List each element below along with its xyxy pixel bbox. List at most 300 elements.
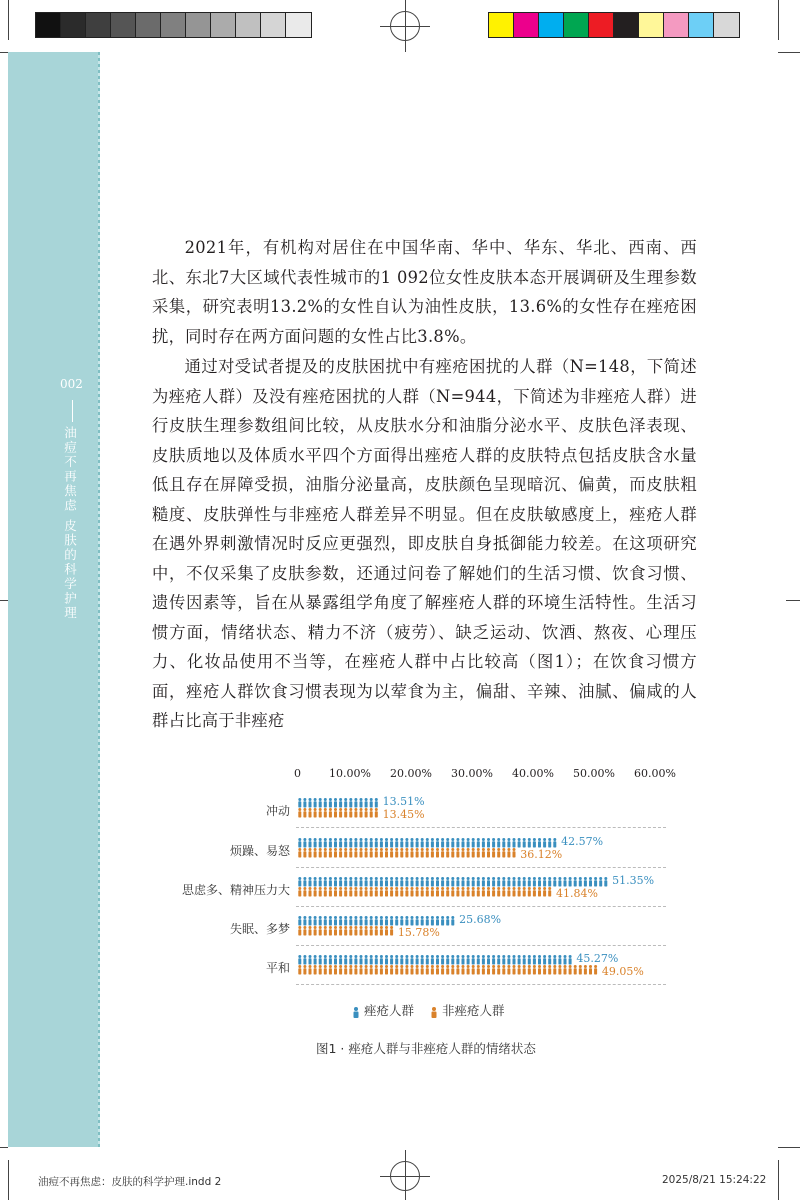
category-label: 平和 bbox=[265, 961, 290, 975]
person-icon bbox=[395, 965, 398, 975]
person-icon bbox=[400, 848, 403, 858]
person-icon bbox=[390, 955, 393, 965]
person-icon bbox=[370, 926, 373, 936]
person-icon bbox=[365, 926, 368, 936]
person-icon bbox=[482, 955, 485, 965]
person-icon bbox=[584, 877, 587, 887]
caption-text: 图1 · 痤疮人群与非痤疮人群的情绪状态 bbox=[316, 1041, 536, 1056]
person-icon bbox=[548, 955, 551, 965]
person-icon bbox=[462, 887, 465, 897]
person-icon bbox=[375, 848, 378, 858]
person-icon bbox=[380, 848, 383, 858]
person-icon bbox=[436, 955, 439, 965]
person-icon bbox=[467, 955, 470, 965]
person-icon bbox=[446, 838, 449, 848]
person-icon bbox=[339, 916, 342, 926]
data-label: 51.35% bbox=[612, 874, 655, 887]
person-icon bbox=[400, 955, 403, 965]
person-icon bbox=[421, 965, 424, 975]
person-icon bbox=[334, 916, 337, 926]
person-icon bbox=[365, 965, 368, 975]
person-icon bbox=[339, 887, 342, 897]
person-icon bbox=[344, 955, 347, 965]
person-icon bbox=[329, 877, 332, 887]
person-icon bbox=[477, 965, 480, 975]
person-icon bbox=[518, 965, 521, 975]
person-icon bbox=[360, 848, 363, 858]
person-icon bbox=[298, 848, 301, 858]
person-icon bbox=[329, 916, 332, 926]
person-icon bbox=[513, 955, 516, 965]
person-icon bbox=[502, 877, 505, 887]
person-icon bbox=[360, 808, 363, 818]
person-icon bbox=[497, 887, 500, 897]
chart-legend bbox=[352, 1001, 504, 1019]
person-icon bbox=[441, 916, 444, 926]
person-icon bbox=[436, 916, 439, 926]
bar-non-acne bbox=[298, 926, 393, 936]
person-icon bbox=[497, 877, 500, 887]
person-icon bbox=[344, 848, 347, 858]
person-icon bbox=[462, 838, 465, 848]
person-icon bbox=[344, 916, 347, 926]
person-icon bbox=[558, 955, 561, 965]
person-icon bbox=[467, 887, 470, 897]
person-icon bbox=[400, 965, 403, 975]
person-icon bbox=[548, 877, 551, 887]
person-icon bbox=[502, 838, 505, 848]
bar-acne bbox=[298, 877, 607, 887]
person-icon bbox=[324, 848, 327, 858]
person-icon bbox=[497, 838, 500, 848]
person-icon bbox=[324, 916, 327, 926]
data-label: 13.51% bbox=[382, 795, 425, 808]
person-icon bbox=[456, 955, 459, 965]
person-icon bbox=[405, 955, 408, 965]
person-icon bbox=[599, 877, 602, 887]
person-icon bbox=[298, 877, 301, 887]
person-icon bbox=[365, 838, 368, 848]
person-icon bbox=[451, 848, 454, 858]
x-tick-label: 50.00% bbox=[573, 767, 615, 780]
person-icon bbox=[344, 965, 347, 975]
person-icon bbox=[298, 798, 301, 808]
person-icon bbox=[446, 965, 449, 975]
person-icon bbox=[329, 798, 332, 808]
x-tick-label: 40.00% bbox=[512, 767, 554, 780]
person-icon bbox=[558, 877, 561, 887]
person-icon bbox=[309, 955, 312, 965]
person-icon bbox=[390, 916, 393, 926]
person-icon bbox=[319, 877, 322, 887]
person-icon bbox=[370, 887, 373, 897]
person-icon bbox=[502, 955, 505, 965]
person-icon bbox=[319, 848, 322, 858]
person-icon bbox=[451, 887, 454, 897]
person-icon bbox=[589, 965, 592, 975]
person-icon bbox=[548, 887, 551, 897]
person-icon bbox=[431, 848, 434, 858]
person-icon bbox=[553, 838, 556, 848]
person-icon bbox=[309, 808, 312, 818]
person-icon bbox=[411, 955, 414, 965]
person-icon bbox=[564, 965, 567, 975]
person-icon bbox=[518, 838, 521, 848]
person-icon bbox=[365, 798, 368, 808]
person-icon bbox=[487, 877, 490, 887]
person-icon bbox=[507, 838, 510, 848]
data-label: 36.12% bbox=[520, 848, 563, 861]
person-icon bbox=[314, 808, 317, 818]
person-icon bbox=[334, 798, 337, 808]
person-icon bbox=[380, 916, 383, 926]
person-icon bbox=[446, 916, 449, 926]
person-icon bbox=[416, 848, 419, 858]
person-icon bbox=[513, 887, 516, 897]
legend-marker-acne bbox=[352, 1006, 360, 1017]
person-icon bbox=[497, 965, 500, 975]
person-icon bbox=[319, 808, 322, 818]
person-icon bbox=[538, 965, 541, 975]
person-icon bbox=[462, 965, 465, 975]
x-tick-label: 20.00% bbox=[390, 767, 432, 780]
person-icon bbox=[339, 848, 342, 858]
person-icon bbox=[380, 926, 383, 936]
person-icon bbox=[319, 916, 322, 926]
person-icon bbox=[405, 887, 408, 897]
person-icon bbox=[405, 848, 408, 858]
person-icon bbox=[477, 838, 480, 848]
person-icon bbox=[349, 916, 352, 926]
person-icon bbox=[380, 838, 383, 848]
person-icon bbox=[426, 955, 429, 965]
person-icon bbox=[344, 926, 347, 936]
person-icon bbox=[513, 877, 516, 887]
bar-non-acne bbox=[298, 965, 597, 975]
person-icon bbox=[487, 848, 490, 858]
person-icon bbox=[411, 887, 414, 897]
person-icon bbox=[492, 955, 495, 965]
person-icon bbox=[349, 838, 352, 848]
person-icon bbox=[441, 838, 444, 848]
person-icon bbox=[482, 877, 485, 887]
person-icon bbox=[421, 955, 424, 965]
person-icon bbox=[334, 848, 337, 858]
person-icon bbox=[528, 838, 531, 848]
person-icon bbox=[314, 916, 317, 926]
data-label: 15.78% bbox=[397, 926, 440, 939]
person-icon bbox=[309, 887, 312, 897]
person-icon bbox=[365, 848, 368, 858]
person-icon bbox=[462, 877, 465, 887]
person-icon bbox=[441, 955, 444, 965]
person-icon bbox=[319, 887, 322, 897]
person-icon bbox=[431, 887, 434, 897]
person-icon bbox=[405, 838, 408, 848]
person-icon bbox=[339, 877, 342, 887]
person-icon bbox=[528, 887, 531, 897]
person-icon bbox=[390, 848, 393, 858]
person-icon bbox=[523, 965, 526, 975]
person-icon bbox=[416, 838, 419, 848]
bar-acne bbox=[298, 798, 378, 808]
person-icon bbox=[441, 877, 444, 887]
person-icon bbox=[324, 808, 327, 818]
person-icon bbox=[360, 926, 363, 936]
person-icon bbox=[492, 965, 495, 975]
person-icon bbox=[303, 887, 306, 897]
person-icon bbox=[436, 838, 439, 848]
person-icon bbox=[528, 955, 531, 965]
person-icon bbox=[385, 887, 388, 897]
person-icon bbox=[482, 838, 485, 848]
person-icon bbox=[426, 965, 429, 975]
person-icon bbox=[456, 838, 459, 848]
person-icon bbox=[467, 848, 470, 858]
person-icon bbox=[375, 887, 378, 897]
person-icon bbox=[354, 887, 357, 897]
person-icon bbox=[538, 877, 541, 887]
person-icon bbox=[370, 848, 373, 858]
person-icon bbox=[390, 965, 393, 975]
person-icon bbox=[365, 955, 368, 965]
legend-marker-non-acne bbox=[430, 1006, 438, 1017]
person-icon bbox=[370, 798, 373, 808]
person-icon bbox=[482, 887, 485, 897]
person-icon bbox=[502, 965, 505, 975]
person-icon bbox=[451, 916, 454, 926]
person-icon bbox=[579, 877, 582, 887]
person-icon bbox=[319, 955, 322, 965]
person-icon bbox=[513, 838, 516, 848]
person-icon bbox=[324, 877, 327, 887]
person-icon bbox=[564, 955, 567, 965]
person-icon bbox=[344, 808, 347, 818]
person-icon bbox=[349, 808, 352, 818]
person-icon bbox=[319, 926, 322, 936]
person-icon bbox=[487, 838, 490, 848]
person-icon bbox=[360, 965, 363, 975]
person-icon bbox=[349, 887, 352, 897]
person-icon bbox=[349, 965, 352, 975]
person-icon bbox=[543, 838, 546, 848]
data-label: 45.27% bbox=[576, 952, 619, 965]
person-icon bbox=[360, 916, 363, 926]
person-icon bbox=[354, 798, 357, 808]
person-icon bbox=[370, 838, 373, 848]
person-icon bbox=[487, 887, 490, 897]
person-icon bbox=[329, 965, 332, 975]
bar-non-acne bbox=[298, 808, 378, 818]
person-icon bbox=[411, 877, 414, 887]
person-icon bbox=[339, 798, 342, 808]
person-icon bbox=[492, 887, 495, 897]
bar-acne bbox=[298, 955, 571, 965]
person-icon bbox=[574, 965, 577, 975]
person-icon bbox=[339, 926, 342, 936]
person-icon bbox=[543, 887, 546, 897]
person-icon bbox=[507, 887, 510, 897]
person-icon bbox=[456, 887, 459, 897]
person-icon bbox=[395, 848, 398, 858]
person-icon bbox=[574, 877, 577, 887]
person-icon bbox=[395, 916, 398, 926]
person-icon bbox=[385, 916, 388, 926]
person-icon bbox=[518, 877, 521, 887]
person-icon bbox=[421, 916, 424, 926]
person-icon bbox=[395, 887, 398, 897]
person-icon bbox=[324, 798, 327, 808]
person-icon bbox=[354, 848, 357, 858]
bar-non-acne bbox=[298, 848, 515, 858]
person-icon bbox=[416, 916, 419, 926]
person-icon bbox=[349, 955, 352, 965]
person-icon bbox=[451, 965, 454, 975]
footer-file-name: 油痘不再焦虑：皮肤的科学护理.indd 2 bbox=[38, 1176, 222, 1188]
person-icon bbox=[538, 838, 541, 848]
person-icon bbox=[319, 838, 322, 848]
person-icon bbox=[405, 916, 408, 926]
person-icon bbox=[446, 848, 449, 858]
person-icon bbox=[533, 838, 536, 848]
person-icon bbox=[436, 848, 439, 858]
person-icon bbox=[431, 955, 434, 965]
person-icon bbox=[492, 877, 495, 887]
person-icon bbox=[416, 887, 419, 897]
person-icon bbox=[309, 798, 312, 808]
person-icon bbox=[477, 887, 480, 897]
person-icon bbox=[543, 955, 546, 965]
person-icon bbox=[528, 965, 531, 975]
person-icon bbox=[298, 838, 301, 848]
person-icon bbox=[370, 877, 373, 887]
person-icon bbox=[314, 965, 317, 975]
person-icon bbox=[309, 926, 312, 936]
person-icon bbox=[370, 808, 373, 818]
person-icon bbox=[390, 838, 393, 848]
person-icon bbox=[344, 877, 347, 887]
person-icon bbox=[446, 887, 449, 897]
person-icon bbox=[400, 887, 403, 897]
person-icon bbox=[303, 877, 306, 887]
person-icon bbox=[436, 877, 439, 887]
person-icon bbox=[528, 877, 531, 887]
person-icon bbox=[375, 955, 378, 965]
person-icon bbox=[395, 838, 398, 848]
person-icon bbox=[411, 848, 414, 858]
category-label: 烦躁、易怒 bbox=[229, 844, 290, 858]
person-icon bbox=[319, 965, 322, 975]
person-icon bbox=[456, 848, 459, 858]
person-icon bbox=[513, 965, 516, 975]
person-icon bbox=[385, 838, 388, 848]
person-icon bbox=[431, 916, 434, 926]
person-icon bbox=[477, 877, 480, 887]
person-icon bbox=[298, 887, 301, 897]
person-icon bbox=[421, 877, 424, 887]
person-icon bbox=[314, 955, 317, 965]
person-icon bbox=[344, 798, 347, 808]
person-icon bbox=[354, 955, 357, 965]
person-icon bbox=[411, 916, 414, 926]
person-icon bbox=[533, 965, 536, 975]
person-icon bbox=[380, 887, 383, 897]
person-icon bbox=[375, 916, 378, 926]
legend-label-acne: 痤疮人群 bbox=[363, 1003, 414, 1018]
person-icon bbox=[405, 877, 408, 887]
person-icon bbox=[344, 838, 347, 848]
person-icon bbox=[543, 877, 546, 887]
person-icon bbox=[441, 848, 444, 858]
person-icon bbox=[467, 877, 470, 887]
person-icon bbox=[472, 848, 475, 858]
person-icon bbox=[482, 848, 485, 858]
person-icon bbox=[298, 916, 301, 926]
person-icon bbox=[298, 808, 301, 818]
person-icon bbox=[390, 877, 393, 887]
x-tick-label: 0 bbox=[294, 767, 301, 780]
person-icon bbox=[564, 877, 567, 887]
paragraph-1: 2021年，有机构对居住在中国华南、华中、华东、华北、西南、西北、东北7大区域代表性城市的1 092位女性皮肤本态开展调研及生理参数采集，研究表明13.2%的女性自认为油性皮肤，13.6%的女性存在痤疮困扰，同时存在两方面问题的女性占比3.8%。 bbox=[152, 238, 697, 346]
person-icon bbox=[426, 848, 429, 858]
person-icon bbox=[421, 838, 424, 848]
person-icon bbox=[533, 887, 536, 897]
person-icon bbox=[416, 955, 419, 965]
person-icon bbox=[507, 877, 510, 887]
person-icon bbox=[589, 877, 592, 887]
person-icon bbox=[339, 955, 342, 965]
person-icon bbox=[380, 955, 383, 965]
person-icon bbox=[538, 887, 541, 897]
person-icon bbox=[298, 926, 301, 936]
person-icon bbox=[472, 877, 475, 887]
person-icon bbox=[339, 965, 342, 975]
person-icon bbox=[436, 887, 439, 897]
person-icon bbox=[472, 965, 475, 975]
person-icon bbox=[385, 926, 388, 936]
person-icon bbox=[569, 965, 572, 975]
person-icon bbox=[451, 877, 454, 887]
person-icon bbox=[385, 955, 388, 965]
person-icon bbox=[523, 877, 526, 887]
person-icon bbox=[354, 877, 357, 887]
person-icon bbox=[462, 848, 465, 858]
person-icon bbox=[339, 808, 342, 818]
person-icon bbox=[548, 838, 551, 848]
person-icon bbox=[416, 877, 419, 887]
person-icon bbox=[339, 838, 342, 848]
person-icon bbox=[303, 916, 306, 926]
person-icon bbox=[360, 798, 363, 808]
person-icon bbox=[303, 955, 306, 965]
person-icon bbox=[492, 848, 495, 858]
person-icon bbox=[370, 916, 373, 926]
person-icon bbox=[421, 848, 424, 858]
person-icon bbox=[431, 877, 434, 887]
person-icon bbox=[477, 848, 480, 858]
data-label: 41.84% bbox=[556, 887, 598, 900]
person-icon bbox=[507, 965, 510, 975]
person-icon bbox=[431, 965, 434, 975]
person-icon bbox=[314, 798, 317, 808]
person-icon bbox=[334, 808, 337, 818]
person-icon bbox=[538, 955, 541, 965]
person-icon bbox=[303, 848, 306, 858]
person-icon bbox=[334, 926, 337, 936]
person-icon bbox=[349, 877, 352, 887]
data-label: 49.05% bbox=[601, 965, 644, 978]
person-icon bbox=[390, 887, 393, 897]
